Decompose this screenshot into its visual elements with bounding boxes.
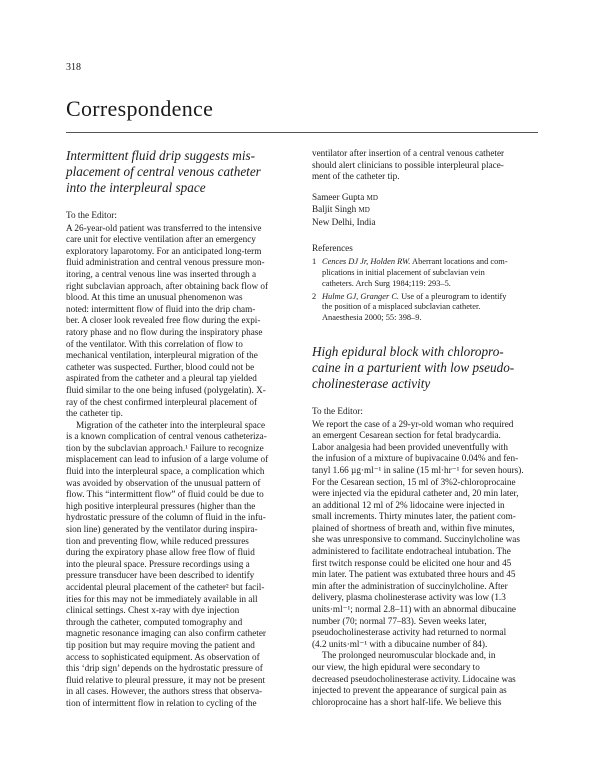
article1-title-line: placement of central venous catheter: [66, 164, 261, 179]
text-line: the catheter tip.: [66, 408, 123, 419]
text-line: the infusion of a mixture of bupivacaine 0.04% and fen-: [312, 453, 519, 464]
text-line: Labor analgesia had been provided uneventfully with: [312, 441, 508, 452]
references-heading: References: [312, 242, 353, 253]
text-line: was avoided by observation of the unusual pattern of: [66, 477, 261, 488]
page-number: 318: [66, 62, 81, 73]
text-line: fluid relative to pleural pressure, it may not be present: [66, 674, 265, 685]
text-line: were injected via the epidural catheter and, 20 min later,: [312, 488, 519, 499]
reference-line: catheters. Arch Surg 1984;119: 293–5.: [322, 278, 451, 288]
text-line: clinical settings. Chest x-ray with dye injection: [66, 605, 240, 616]
article1-title-line: into the interpleural space: [66, 180, 206, 195]
text-line: aspirated from the catheter and a pleural tap yielded: [66, 373, 257, 384]
text-line: fluid administration and central venous pressure mon-: [66, 257, 265, 268]
text-line: ratory phase and no flow during the inspiratory phase: [66, 326, 263, 337]
text-line: pressure transducer have been described to identify: [66, 570, 255, 581]
text-line: (4.2 units·ml⁻¹ with a dibucaine number of 84).: [312, 638, 488, 649]
text-line: of the ventilator. With this correlation of flow to: [66, 338, 243, 349]
text-line: The prolonged neuromuscular blockade and, in: [322, 650, 496, 661]
text-line: mechanical ventilation, interpleural migration of the: [66, 350, 258, 361]
reference-number: 1: [312, 257, 317, 267]
text-line: fluid into the interpleural space, a complication which: [66, 466, 265, 477]
text-line: access to sophisticated equipment. As observation of: [66, 651, 260, 662]
reference-line: Hulme GJ, Granger C. Use of a pleurogram to identify: [322, 291, 507, 301]
text-line: injected to prevent the appearance of surgical pain as: [312, 685, 507, 696]
text-line: ber. A closer look revealed free flow during the expi-: [66, 315, 261, 326]
author-signature: [312, 192, 536, 229]
text-line: an emergent Cesarean section for fetal bradycardia.: [312, 430, 501, 441]
article2-title-line: High epidural block with chloropro-: [312, 343, 504, 359]
text-line: For the Cesarean section, 15 ml of 3%2-chloroprocaine: [312, 476, 516, 487]
reference-number: 2: [312, 291, 317, 301]
reference-line: plications in initial placement of subclavian vein: [322, 267, 485, 277]
article1-greeting: To the Editor:: [66, 210, 117, 220]
text-line: hydrostatic pressure of the column of fluid in the infu-: [66, 512, 266, 523]
reference-line: Cences DJ Jr, Holden RW. Aberrant locations and com-: [322, 257, 508, 267]
text-line: sion line) generated by the ventilator during inspira-: [66, 524, 258, 535]
text-line: tion by the subclavian approach.¹ Failure to recognize: [66, 442, 264, 453]
text-line: Migration of the catheter into the interpleural space: [76, 419, 266, 430]
author-name: Sameer Gupta MD: [312, 191, 378, 202]
text-line: chloroprocaine has a short half-life. We believe this: [312, 696, 502, 707]
text-line: A 26-year-old patient was transferred to the intensive: [66, 222, 262, 233]
text-line: magnetic resonance imaging can also confirm catheter: [66, 628, 266, 639]
text-line: itoring, a central venous line was inserted through a: [66, 268, 257, 279]
text-line: misplacement can lead to infusion of a large volume of: [66, 454, 269, 465]
article2-paragraph-1: [312, 419, 536, 651]
article2-title: [312, 344, 536, 392]
text-line: tion of intermittent flow in relation to cycling of the: [66, 697, 257, 708]
text-line: catheter was suspected. Further, blood could not be: [66, 361, 255, 372]
heading-rule: [66, 132, 538, 133]
text-line: into the pleural space. Pressure recordings using a: [66, 558, 250, 569]
article2-title-line: caine in a parturient with low pseudo-: [312, 359, 515, 375]
text-line: high positive interpleural pressures (higher than the: [66, 500, 256, 511]
text-line: an additional 12 ml of 2% lidocaine were injected in: [312, 499, 505, 510]
text-line: number (70; normal 77–83). Seven weeks later,: [312, 615, 487, 626]
article2-title-line: cholinesterase activity: [312, 375, 431, 391]
reference-item: [312, 257, 536, 289]
text-line: ities for this may not be immediately available in all: [66, 593, 258, 604]
reference-line: Anaesthesia 2000; 55: 398–9.: [322, 313, 422, 323]
reference-item: [312, 292, 536, 324]
text-line: is a known complication of central venous catheteriza-: [66, 431, 267, 442]
text-line: care unit for elective ventilation after an emergency: [66, 234, 256, 245]
article1-title-line: Intermittent fluid drip suggests mis-: [66, 148, 256, 163]
text-line: during the expiratory phase allow free flow of fluid: [66, 547, 255, 558]
text-line: flow. This “intermittent flow” of fluid could be due to: [66, 489, 264, 500]
text-line: decreased pseudocholinesterase activity. Lidocaine was: [312, 673, 516, 684]
text-line: tanyl 1.66 µg·ml⁻¹ in saline (15 ml·hr⁻¹ for seven hours).: [312, 464, 524, 475]
text-line: We report the case of a 29-yr-old woman who required: [312, 418, 514, 429]
article1-paragraph-1: [66, 223, 290, 420]
section-heading: Correspondence: [66, 96, 214, 121]
text-line: tip position but may require moving the patient and: [66, 639, 255, 650]
text-line: right subclavian approach, after obtaining back flow of: [66, 280, 269, 291]
text-line: min later. The patient was extubated three hours and 45: [312, 569, 516, 580]
text-line: small increments. Thirty minutes later, the patient com-: [312, 511, 516, 522]
article2-body: [312, 419, 536, 709]
text-line: tion and preventing flow, while reduced pressures: [66, 535, 249, 546]
left-column: [66, 148, 290, 710]
text-line: ment of the catheter tip.: [312, 171, 400, 182]
text-line: min after the administration of succinylcholine. After: [312, 580, 508, 591]
text-line: noted: intermittent flow of fluid into the drip cham-: [66, 303, 256, 314]
right-column: [312, 148, 536, 708]
author-location: New Delhi, India: [312, 216, 376, 227]
text-line: in all cases. However, the authors stress that observa-: [66, 686, 263, 697]
text-line: blood. At this time an unusual phenomenon was: [66, 292, 243, 303]
author-name: Baljit Singh MD: [312, 204, 370, 215]
text-line: units·ml⁻¹; normal 2.8–11) with an abnormal dibucaine: [312, 604, 516, 615]
article1-continuation: [312, 148, 536, 183]
text-line: first twitch response could be elicited one hour and 45: [312, 557, 512, 568]
text-line: fluid similar to the one being infused (polygelatin). X-: [66, 384, 266, 395]
article1-body: [66, 223, 290, 710]
text-line: through the catheter, computed tomography and: [66, 616, 243, 627]
text-line: should alert clinicians to possible interpleural place-: [312, 159, 504, 170]
article1-paragraph-2: [66, 420, 290, 710]
text-line: accidental pleural placement of the catheter² but facil-: [66, 582, 265, 592]
article2-paragraph-2: [312, 650, 536, 708]
text-line: delivery, plasma cholinesterase activity was low (1.3: [312, 592, 506, 603]
text-line: administered to facilitate endotracheal intubation. The: [312, 546, 511, 557]
text-line: this ‘drip sign’ depends on the hydrostatic pressure of: [66, 663, 263, 674]
text-line: ray of the chest confirmed interpleural placement of: [66, 396, 258, 407]
text-line: our view, the high epidural were secondary to: [312, 662, 480, 672]
references: [312, 243, 536, 324]
article1-title: [66, 148, 290, 196]
text-line: ventilator after insertion of a central venous catheter: [312, 148, 505, 158]
reference-line: the position of a misplaced subclavian catheter.: [322, 302, 481, 312]
text-line: she was unresponsive to command. Succinylcholine was: [312, 534, 520, 545]
text-line: plained of shortness of breath and, within five minutes,: [312, 522, 515, 533]
article2-greeting: To the Editor:: [312, 405, 363, 416]
text-line: exploratory laparotomy. For an anticipated long-term: [66, 245, 262, 256]
text-line: pseudocholinesterase activity had returned to normal: [312, 627, 507, 638]
